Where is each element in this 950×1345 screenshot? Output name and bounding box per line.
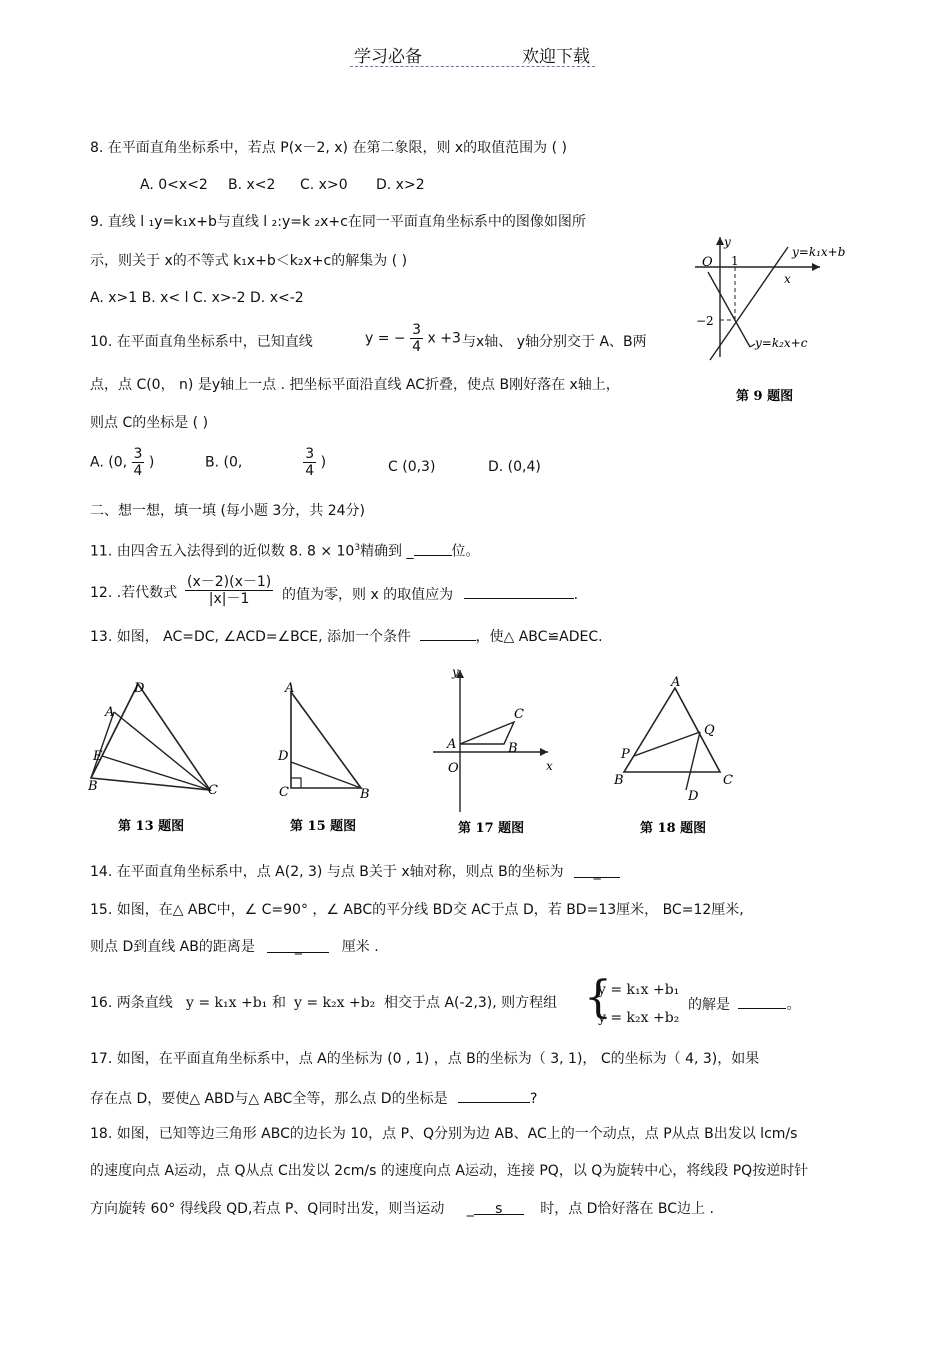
q10-opt-b-num: 3 — [305, 446, 315, 462]
q15-line2-end: 厘米 . — [341, 939, 379, 955]
q18-line3 — [90, 1200, 714, 1218]
q18-line3-text: 方向旋转 60° 得线段 QD,若点 P、Q同时出发，则当运动 — [90, 1201, 445, 1217]
q10-eq-prefix: y = − — [365, 330, 406, 347]
q8-option-d: D. x>2 — [376, 177, 425, 193]
q10-opt-b-den: 4 — [305, 463, 315, 479]
fig15-right-angle — [291, 778, 301, 788]
fig13-label-d: D — [134, 681, 145, 696]
q8-option-b: B. x<2 — [228, 177, 276, 193]
q16-eq1: y = k₁x +b₁ — [186, 995, 268, 1011]
q18-line1: 18. 如图，已知等边三角形 ABC的边长为 10，点 P、Q分别为边 AB、AC上的一个动点，点 P从点 B出发以 lcm/s — [90, 1126, 798, 1142]
fig18-label-d: D — [688, 789, 699, 804]
q18-line2: 的速度向点 A运动，点 Q从点 C出发以 2cm/s 的速度向点 A运动，连接 PQ，以 Q为旋转中心，将线段 PQ按逆时针 — [90, 1163, 809, 1179]
q12-lead: 12. .若代数式 — [90, 585, 178, 601]
q16-lead: 16. 两条直线 — [90, 995, 173, 1011]
q12-num: (x－2)(x－1) — [187, 574, 272, 590]
q16-system-eq2: y = k₂x +b₂ — [598, 1010, 680, 1026]
figure-13 — [86, 672, 236, 842]
q10-after: 与x轴、 y轴分别交于 A、B两 — [462, 334, 647, 350]
q14 — [90, 863, 620, 881]
fig13-line-ac — [114, 712, 210, 790]
q10-option-a — [90, 446, 154, 479]
q11-text-c: 位。 — [451, 543, 480, 560]
q12-fraction — [185, 574, 273, 607]
fig9-caption: 第 9 题图 — [736, 389, 794, 404]
fig18-line-pq — [634, 732, 700, 756]
fig15-triangle — [291, 692, 361, 788]
q17-end: ? — [530, 1091, 538, 1107]
q13-text-b: ，使△ ABC≌ADEC. — [475, 629, 603, 645]
fig13-label-e: E — [93, 749, 103, 764]
q10-option-b — [205, 446, 326, 479]
fig17-triangle-abc — [460, 722, 514, 744]
q10-option-c: C (0,3) — [388, 459, 436, 475]
q10-eq-num: 3 — [412, 322, 422, 338]
fig17-label-a: A — [447, 737, 457, 752]
fig13-line-ab — [91, 712, 114, 778]
fig13-caption: 第 13 题图 — [118, 819, 185, 834]
q14-blank[interactable]: _ — [574, 863, 620, 878]
fig18-label-p: P — [621, 747, 630, 762]
q10-opt-b-pre: B. (0, — [205, 454, 243, 471]
q17-line2-text: 存在点 D，要使△ ABD与△ ABC全等，那么点 D的坐标是 — [90, 1091, 448, 1107]
q16-system-eq1: y = k₁x +b₁ — [598, 982, 680, 998]
fig18-caption: 第 18 题图 — [640, 821, 707, 836]
q10-opt-a-num: 3 — [133, 446, 143, 462]
fig18-label-b: B — [614, 773, 624, 788]
q9-line2: 示，则关于 x的不等式 k₁x+b＜k₂x+c的解集为 ( ) — [90, 253, 408, 269]
figure-15 — [276, 678, 396, 843]
q15-line2 — [90, 938, 379, 956]
q15-line1: 15. 如图，在△ ABC中，∠ C=90° ，∠ ABC的平分线 BD交 AC于点 D，若 BD=13厘米， BC=12厘米, — [90, 902, 744, 918]
section-2-heading: 二、想一想，填一填 (每小题 3分，共 24分) — [90, 503, 365, 519]
fig9-origin-label: O — [702, 255, 713, 270]
q12-tail — [282, 584, 578, 604]
q10-eq-den: 4 — [412, 339, 422, 355]
q15-blank[interactable]: _ — [267, 938, 329, 953]
q12-blank[interactable] — [464, 584, 574, 599]
fig9-line-l2 — [708, 272, 750, 347]
q9-line1: 9. 直线 l ₁y=k₁x+b与直线 l ₂:y=k ₂x+c在同一平面直角坐标系中的图像如图所 — [90, 214, 586, 230]
fig13-line-ed — [102, 684, 138, 756]
q10-opt-b-frac — [303, 446, 316, 479]
q10-opt-a-den: 4 — [133, 463, 143, 479]
q8-stem: 8. 在平面直角坐标系中，若点 P(x－2, x) 在第二象限，则 x的取值范围为 ( ) — [90, 140, 568, 156]
q10-line3: 则点 C的坐标是 ( ) — [90, 415, 209, 431]
fig13-label-c: C — [208, 783, 218, 798]
figure-17 — [428, 662, 578, 842]
q10-lead: 10. 在平面直角坐标系中，已知直线 — [90, 334, 313, 350]
fig17-label-y: y — [452, 665, 459, 679]
fig9-neg2-label: −2 — [696, 314, 714, 328]
fig18-label-a: A — [671, 675, 681, 690]
q16-end-mark: 。 — [786, 997, 801, 1013]
q11-blank[interactable] — [414, 541, 452, 556]
q10-line2: 点，点 C(0， n) 是y轴上一点 . 把坐标平面沿直线 AC折叠，使点 B刚好落在 x轴上， — [90, 377, 620, 393]
header-right: 欢迎下载 — [522, 47, 590, 67]
figure-18 — [610, 672, 750, 842]
q10-opt-a-pre: A. (0, — [90, 454, 128, 471]
fig15-label-d: D — [278, 749, 289, 764]
q17-line1: 17. 如图，在平面直角坐标系中，点 A的坐标为 (0 , 1) ，点 B的坐标为（ 3, 1)， C的坐标为（ 4, 3)，如果 — [90, 1051, 760, 1067]
fig13-label-a: A — [105, 705, 115, 720]
q10-eq-fraction — [410, 322, 423, 355]
fig18-label-q: Q — [704, 723, 715, 738]
q16-end — [688, 994, 800, 1014]
q17-blank[interactable] — [458, 1088, 530, 1103]
q16-mid: 和 — [272, 995, 286, 1011]
fig9-x-label: x — [784, 272, 791, 286]
q16-end-text: 的解是 — [688, 997, 730, 1013]
fig15-label-b: B — [360, 787, 370, 802]
q15-line2-text: 则点 D到直线 AB的距离是 — [90, 939, 255, 955]
q11 — [90, 539, 480, 561]
q11-sup: 3 — [354, 543, 361, 553]
fig17-caption: 第 17 题图 — [458, 821, 525, 836]
fig15-label-a: A — [285, 681, 295, 696]
q12-tail-text: 的值为零，则 x 的取值应为 — [282, 587, 454, 603]
q10-opt-a-frac — [132, 446, 145, 479]
q10-opt-a-post: ) — [148, 454, 155, 471]
q14-text: 14. 在平面直角坐标系中，点 A(2, 3) 与点 B关于 x轴对称，则点 B的坐标为 — [90, 864, 564, 880]
fig9-x-arrow — [812, 263, 820, 271]
q10-option-d: D. (0,4) — [488, 459, 541, 475]
q10-equation — [365, 322, 461, 355]
q12-den: |x|－1 — [208, 591, 250, 607]
q13 — [90, 626, 603, 646]
figure-9 — [680, 232, 860, 407]
fig9-l2-label: y=k₂x+c — [755, 336, 808, 350]
fig9-y-label: y — [724, 235, 731, 249]
fig17-label-o: O — [448, 761, 459, 776]
q16-eq2: y = k₂x +b₂ — [294, 995, 376, 1011]
fig18-line-qd — [686, 732, 700, 790]
q16-blank[interactable] — [738, 994, 786, 1009]
page-header — [350, 42, 595, 67]
fig9-y-arrow — [716, 237, 724, 245]
q18-blank[interactable]: s — [474, 1200, 524, 1215]
q10-eq-suffix: x +3 — [427, 330, 461, 347]
fig17-x-arrow — [540, 748, 548, 756]
q11-text-b: 精确到 _ — [360, 543, 414, 560]
q12-end: . — [573, 587, 579, 603]
fig13-triangle-dbc — [91, 684, 210, 790]
q16-brace: { — [584, 972, 612, 1023]
fig13-label-b: B — [88, 779, 98, 794]
q18-blank-pre: _ — [466, 1201, 474, 1217]
fig18-label-c: C — [723, 773, 733, 788]
q17-line2 — [90, 1088, 537, 1108]
q9-options: A. x>1 B. x< l C. x>-2 D. x<-2 — [90, 290, 304, 306]
fig17-label-c: C — [514, 707, 524, 722]
q13-text-a: 13. 如图， AC=DC, ∠ACD=∠BCE, 添加一个条件 — [90, 629, 412, 645]
q8-option-a: A. 0<x<2 — [140, 177, 208, 193]
fig17-label-x: x — [546, 759, 553, 773]
fig15-label-c: C — [279, 785, 289, 800]
q11-text-a: 11. 由四舍五入法得到的近似数 8. 8 × 10 — [90, 543, 355, 560]
fig17-label-b: B — [508, 741, 518, 756]
header-left: 学习必备 — [354, 47, 422, 67]
q18-line3-end: 时，点 D恰好落在 BC边上 . — [540, 1201, 714, 1217]
fig15-caption: 第 15 题图 — [290, 819, 357, 834]
q8-option-c: C. x>0 — [300, 177, 348, 193]
fig9-l1-label: y=k₁x+b — [792, 245, 846, 259]
q10-opt-b-post: ) — [320, 454, 327, 471]
fig9-one-label: 1 — [731, 254, 739, 268]
q16-tail: 相交于点 A(-2,3), 则方程组 — [384, 995, 558, 1011]
q13-blank[interactable] — [420, 626, 476, 641]
